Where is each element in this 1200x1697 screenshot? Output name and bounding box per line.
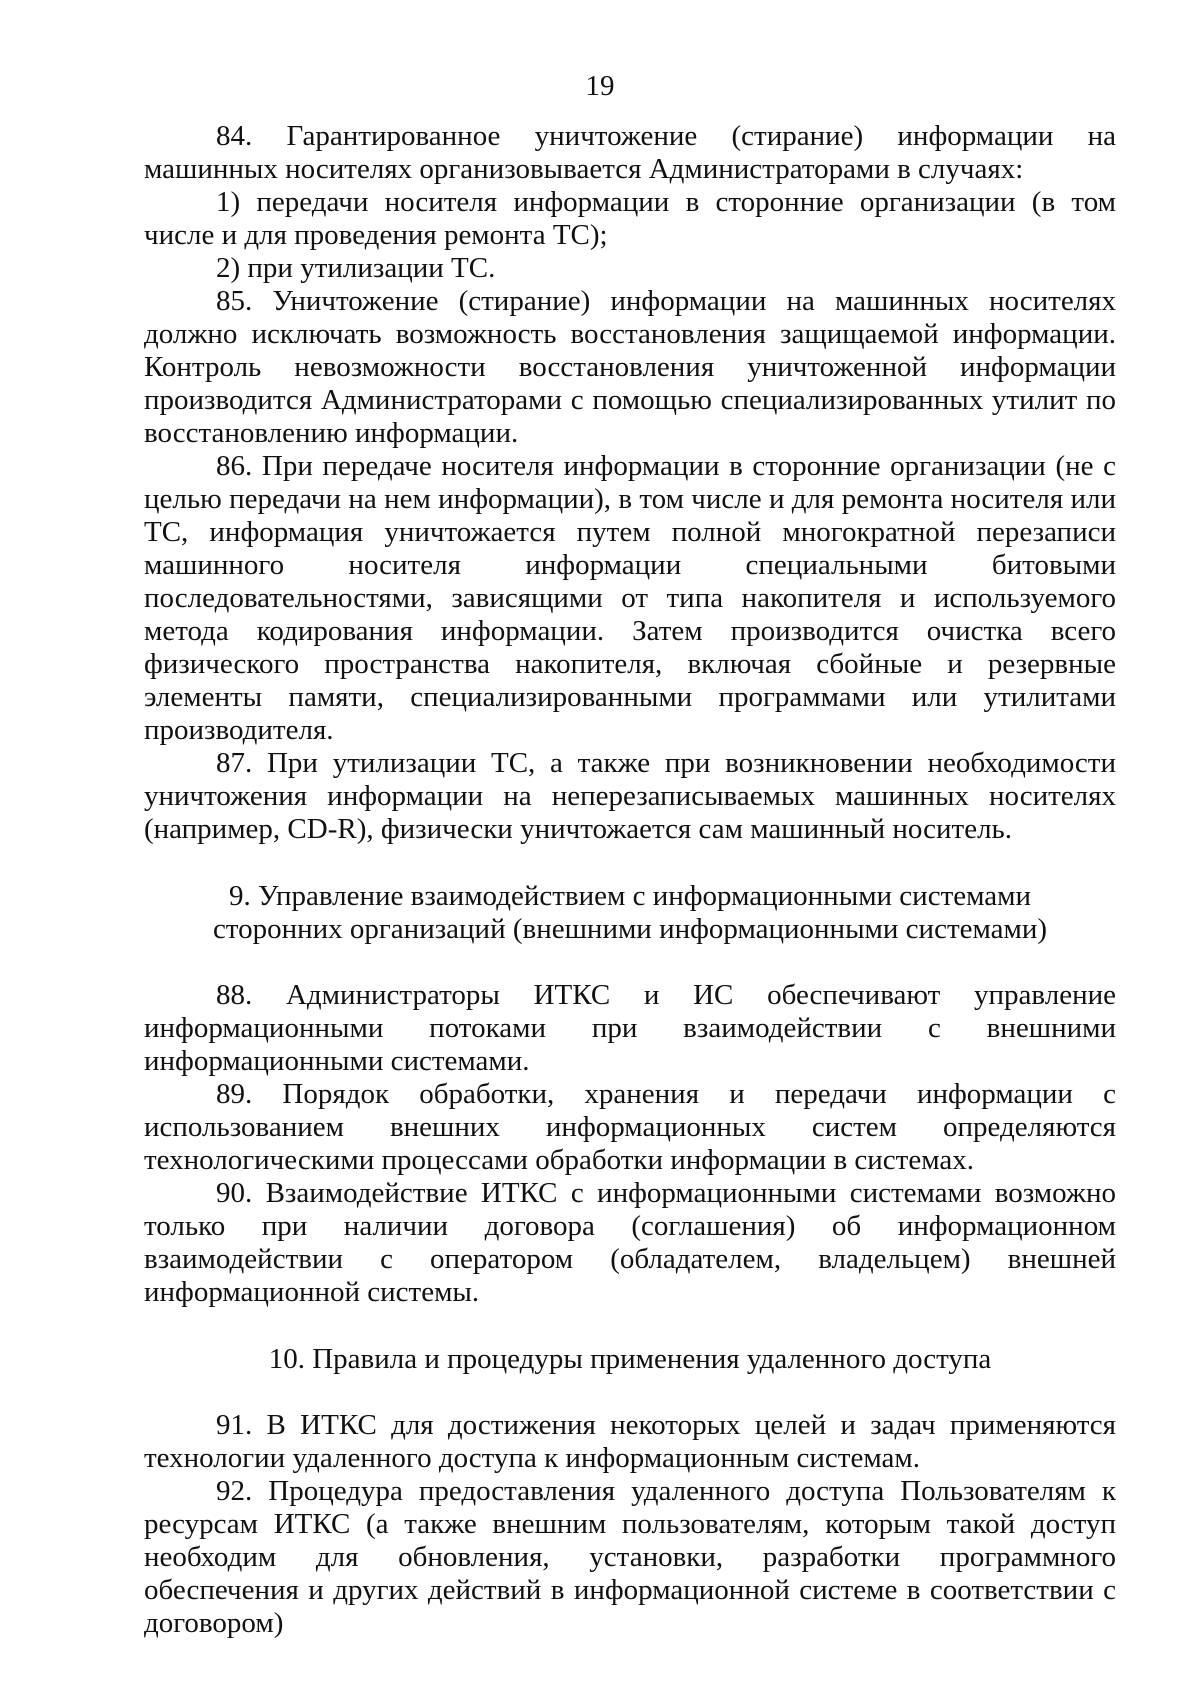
document-body bbox=[144, 120, 1116, 1640]
section-heading-9 bbox=[144, 880, 1116, 946]
paragraph-84: 84. Гарантированное уничтожение (стирание) информации на машинных носителях организовывается Администраторами в случаях: bbox=[144, 120, 1116, 185]
paragraph-88: 88. Администраторы ИТКС и ИС обеспечивают управление информационными потоками при взаимодействии с внешними информационными системами. bbox=[144, 979, 1116, 1077]
section-heading-9-line-2: сторонних организаций (внешними информационными системами) bbox=[212, 913, 1048, 945]
section-heading-10 bbox=[144, 1343, 1116, 1376]
paragraph-92: 92. Процедура предоставления удаленного доступа Пользователям к ресурсам ИТКС (а также внешним пользователям, которым такой доступ необходим для обновления, установки, разработки программного обеспечения и других действий в информационной системе в соответствии с договором) bbox=[144, 1475, 1116, 1639]
page-number: 19 bbox=[585, 70, 615, 102]
list-item-1: 1) передачи носителя информации в сторонние организации (в том числе и для проведения ремонта ТС); bbox=[144, 186, 1116, 251]
section-heading-9-line-1: 9. Управление взаимодействием с информационными системами bbox=[228, 880, 1032, 912]
paragraph-85: 85. Уничтожение (стирание) информации на машинных носителях должно исключать возможность восстановления защищаемой информации. Контроль невозможности восстановления уничтоженной информации производится Администраторами с помощью специализированных утилит по восстановлению информации. bbox=[144, 285, 1116, 449]
paragraph-86: 86. При передаче носителя информации в сторонние организации (не с целью передачи на нем информации), в том числе и для ремонта носителя или ТС, информация уничтожается путем полной многократной перезаписи машинного носителя информации специальными битовыми последовательностями, зависящими от типа накопителя и используемого метода кодирования информации. Затем производится очистка всего физического пространства накопителя, включая сбойные и резервные элементы памяти, специализированными программами или утилитами производителя. bbox=[144, 450, 1116, 746]
paragraph-87: 87. При утилизации ТС, а также при возникновении необходимости уничтожения информации на неперезаписываемых машинных носителях (например, CD-R), физически уничтожается сам машинный носитель. bbox=[144, 747, 1116, 845]
list-item-2: 2) при утилизации ТС. bbox=[216, 252, 496, 284]
paragraph-90: 90. Взаимодействие ИТКС с информационными системами возможно только при наличии договора (соглашения) об информационном взаимодействии с оператором (обладателем, владельцем) внешней информационной системы. bbox=[144, 1177, 1116, 1308]
paragraph-91: 91. В ИТКС для достижения некоторых целей и задач применяются технологии удаленного доступа к информационным системам. bbox=[144, 1409, 1116, 1474]
section-heading-10-line-1: 10. Правила и процедуры применения удаленного доступа bbox=[268, 1343, 992, 1375]
paragraph-89: 89. Порядок обработки, хранения и передачи информации с использованием внешних информационных систем определяются технологическими процессами обработки информации в системах. bbox=[144, 1078, 1116, 1176]
